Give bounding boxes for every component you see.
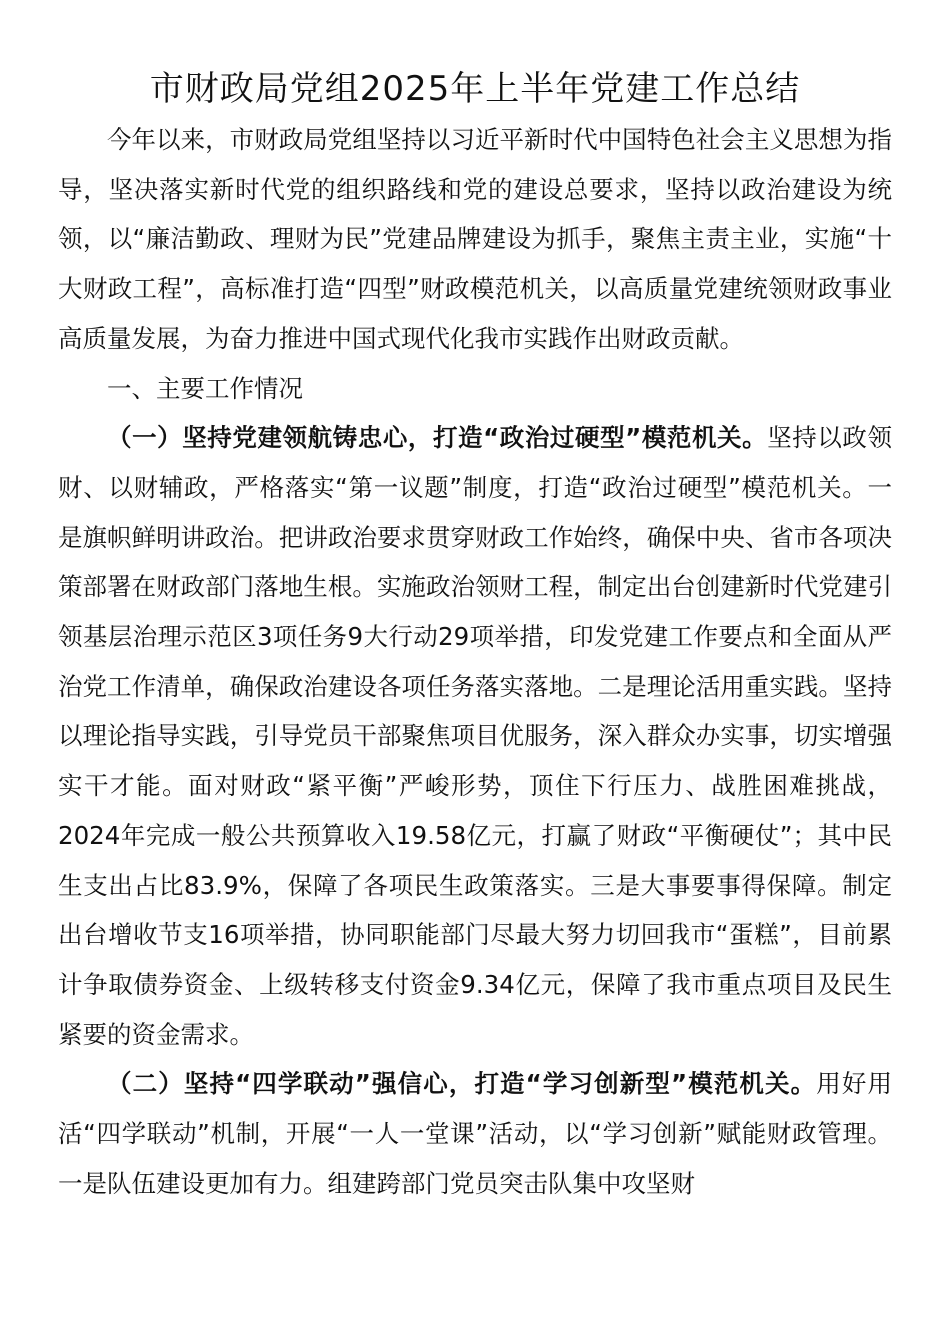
paragraph-political-leadership-text: 坚持以政领财、以财辅政，严格落实“第一议题”制度，打造“政治过硬型”模范机关。一是旗帜鲜明讲政治。把讲政治要求贯穿财政工作始终，确保中央、省市各项决策部署在财政部门落地生根。实施政治领财工程，制定出台创建新时代党建引领基层治理示范区3项任务9大行动29项举措，印发党建工作要点和全面从严治党工作清单，确保政治建设各项任务落实落地。二是理论活用重实践。坚持以理论指导实践，引导党员干部聚焦项目优服务，深入群众办实事，切实增强实干才能。面对财政“紧平衡”严峻形势，顶住下行压力、战胜困难挑战，2024年完成一般公共预算收入19.58亿元，打赢了财政“平衡硬仗”；其中民生支出占比83.9%，保障了各项民生政策落实。三是大事要事得保障。制定出台增收节支16项举措，协同职能部门尽最大努力切回我市“蛋糕”，目前累计争取债券资金、上级转移支付资金9.34亿元，保障了我市重点项目及民生紧要的资金需求。 xyxy=(58,423,892,1049)
document-body xyxy=(58,115,892,1208)
paragraph-learning-innovation xyxy=(58,1059,892,1208)
intro-paragraph xyxy=(58,115,892,364)
section-heading-text: 一、主要工作情况 xyxy=(107,373,303,403)
subsection-heading-one: （一）坚持党建领航铸忠心，打造“政治过硬型”模范机关。 xyxy=(107,423,768,453)
section-heading-main-work xyxy=(58,364,892,414)
document-title: 市财政局党组2025年上半年党建工作总结 xyxy=(149,69,801,109)
subsection-heading-two: （二）坚持“四学联动”强信心，打造“学习创新型”模范机关。 xyxy=(107,1069,817,1099)
paragraph-learning-innovation-text: 用好用活“四学联动”机制，开展“一人一堂课”活动，以“学习创新”赋能财政管理。一是队伍建设更加有力。组建跨部门党员突击队集中攻坚财 xyxy=(58,1069,893,1198)
intro-text: 今年以来，市财政局党组坚持以习近平新时代中国特色社会主义思想为指导，坚决落实新时代党的组织路线和党的建设总要求，坚持以政治建设为统领，以“廉洁勤政、理财为民”党建品牌建设为抓手，聚焦主责主业，实施“十大财政工程”，高标准打造“四型”财政模范机关，以高质量党建统领财政事业高质量发展，为奋力推进中国式现代化我市实践作出财政贡献。 xyxy=(58,125,892,353)
paragraph-political-leadership xyxy=(58,413,892,1059)
